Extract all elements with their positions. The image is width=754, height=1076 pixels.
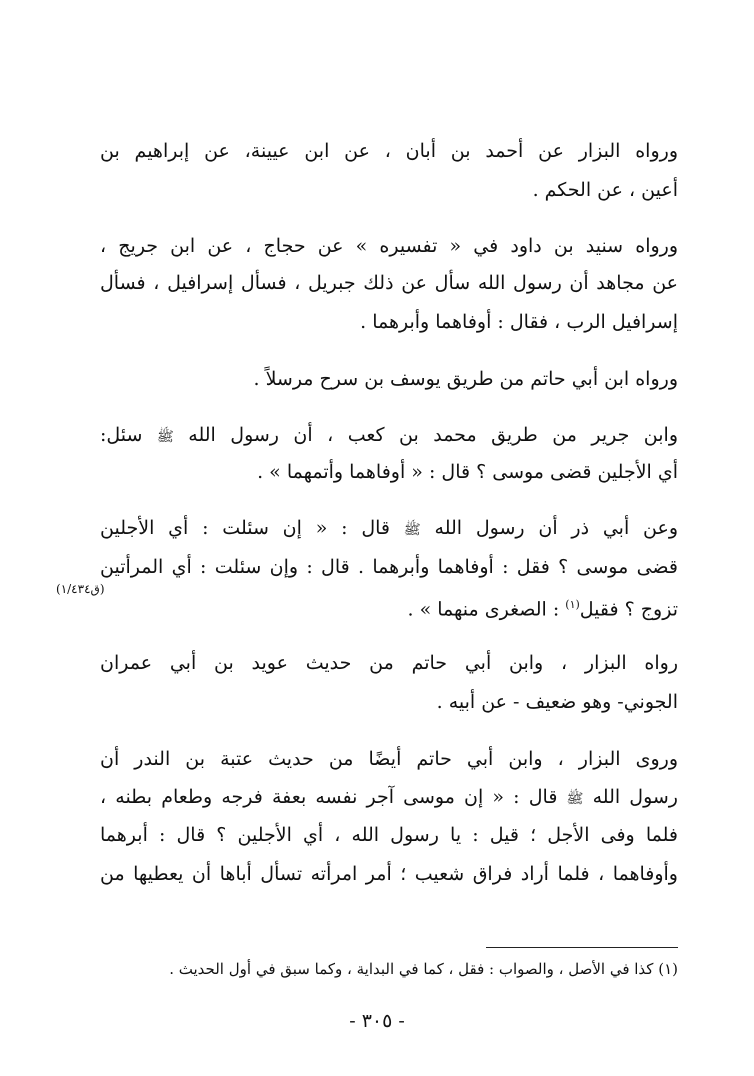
text-segment: قال : « إن موسى آجر نفسه بعفة فرجه وطعام بطنه ، — [100, 786, 567, 808]
text-line: ورواه البزار عن أحمد بن أبان ، عن ابن عيينة، عن إبراهيم بن — [100, 140, 678, 162]
salutation-mark: ﷺ — [403, 522, 421, 538]
text-line: ورواه ابن أبي حاتم من طريق يوسف بن سرح مرسلاً . — [253, 368, 678, 390]
text-segment: تزوج ؟ فقيل — [579, 598, 678, 621]
text-line: وأوفاهما ، فلما أراد فراق شعيب ؛ أمر امرأته تسأل أباها أن يعطيها من — [100, 863, 678, 885]
text-line: قضى موسى ؟ فقل : أوفاهما وأبرهما . قال : وإن سئلت : أي المرأتين — [100, 556, 678, 578]
footnote-marker: (١) — [565, 598, 580, 611]
text-line: فلما وفى الأجل ؛ قيل : يا رسول الله ، أي الأجلين ؟ قال : أبرهما — [100, 824, 678, 846]
page-number: - ٣٠٥ - — [349, 1010, 405, 1032]
text-line — [100, 782, 678, 812]
text-line: أعين ، عن الحكم . — [532, 179, 678, 201]
text-line: الجوني- وهو ضعيف - عن أبيه . — [436, 691, 678, 713]
footnote-text: (١) كذا في الأصل ، والصواب : فقل ، كما في البداية ، وكما سبق في أول الحديث . — [169, 960, 678, 978]
manuscript-folio-note: (ق١/٤٣٤) — [56, 582, 105, 596]
footnote-divider — [486, 947, 678, 948]
text-line — [100, 513, 678, 543]
text-line: وروى البزار ، وابن أبي حاتم أيضًا من حديث عتبة بن الندر أن — [100, 748, 678, 770]
text-line: رواه البزار ، وابن أبي حاتم من حديث عويد بن أبي عمران — [100, 652, 679, 674]
text-line: إسرافيل الرب ، فقال : أوفاهما وأبرهما . — [360, 311, 678, 333]
text-segment: سئل: — [100, 424, 157, 446]
text-segment: قال : « إن سئلت : أي الأجلين — [100, 517, 404, 539]
text-segment: وعن أبي ذر أن رسول الله — [420, 517, 678, 539]
text-line — [100, 590, 678, 620]
text-segment: رسول الله — [583, 786, 678, 808]
text-segment: : الصغرى منهما » . — [407, 598, 566, 621]
text-line: عن مجاهد أن رسول الله سأل عن ذلك جبريل ، فسأل إسرافيل ، فسأل — [100, 272, 678, 294]
text-segment: وابن جرير من طريق محمد بن كعب ، أن رسول الله — [173, 424, 679, 446]
text-line: ورواه سنيد بن داود في « تفسيره » عن حجاج ، عن ابن جريج ، — [100, 235, 678, 257]
salutation-mark: ﷺ — [566, 791, 584, 807]
text-line: أي الأجلين قضى موسى ؟ قال : « أوفاهما وأتمهما » . — [257, 461, 678, 483]
salutation-mark: ﷺ — [156, 429, 174, 445]
text-line — [100, 420, 678, 450]
